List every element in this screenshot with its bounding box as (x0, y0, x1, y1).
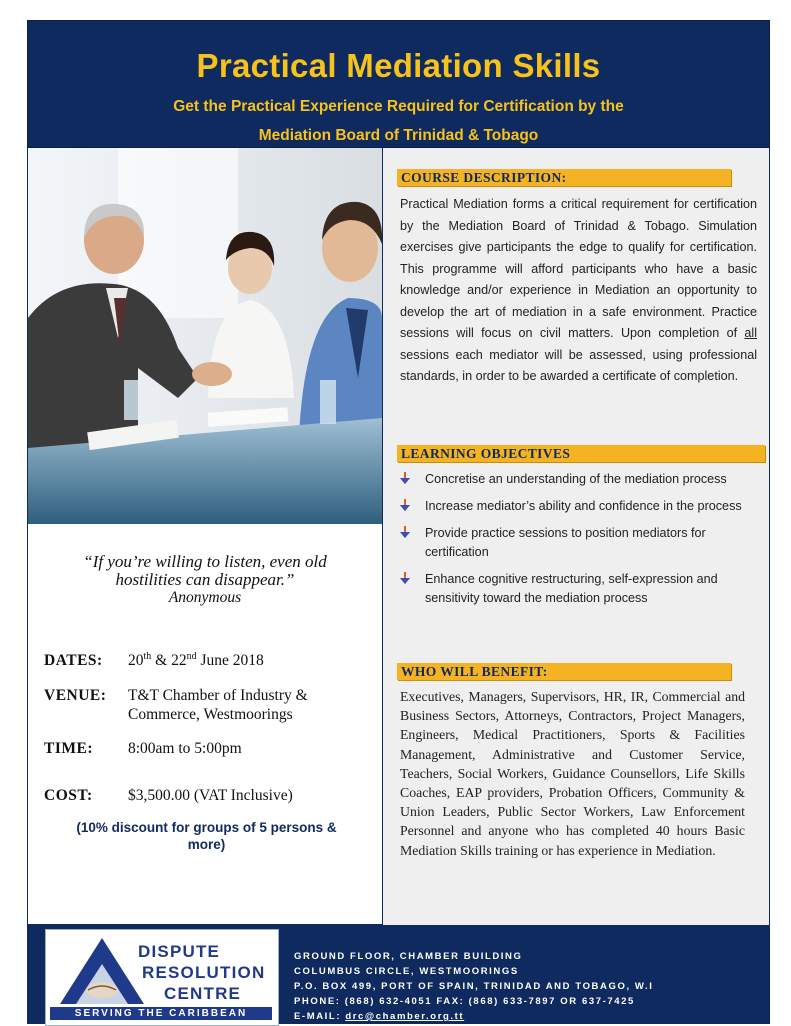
venue-line-1: T&T Chamber of Industry & (128, 687, 308, 704)
quote-author: Anonymous (168, 589, 242, 606)
venue-value (128, 686, 373, 724)
cost-value: $3,500.00 (VAT Inclusive) (128, 787, 293, 804)
discount-note (44, 819, 369, 853)
dates-month: June 2018 (196, 652, 264, 669)
objective-text: Provide practice sessions to position mediators for certification (425, 526, 706, 559)
objectives-list (396, 470, 761, 616)
quote-block (28, 553, 382, 607)
address-line-3: P.O. BOX 499, PORT OF SPAIN, TRINIDAD AND TOBAGO, W.I (294, 981, 654, 992)
subtitle-line-2: Mediation Board of Trinidad & Tobago (258, 127, 539, 144)
who-will-benefit-text: Executives, Managers, Supervisors, HR, IR, Commercial and Business Sectors, Attorneys, Contractors, Project Managers, Engineers, Medical Practitioners, Sports & Facilities Management, Administrative and Customer Service, Teachers, Social Workers, Guidance Counsellors, Life Skills Coaches, EAP providers, Probation Officers, Community & Union Leaders, Public Sector Workers, Law Enforcement Personnel and anyone who has completed 40 hours Basic Mediation Skills training or has experience in Mediation. (400, 689, 745, 858)
arrow-bullet-icon (400, 572, 410, 584)
email-label: E-MAIL: (294, 1011, 346, 1022)
objective-item (396, 524, 761, 562)
page-title: Practical Mediation Skills (196, 47, 601, 84)
email-line (294, 1009, 764, 1024)
who-will-benefit-heading: WHO WILL BENEFIT: (397, 663, 731, 680)
dates-label: DATES: (44, 652, 103, 669)
dates-suffix-2: nd (186, 650, 197, 662)
course-description-text (400, 194, 757, 388)
logo-line-3: CENTRE (164, 984, 242, 1003)
handshake-icon (86, 982, 118, 998)
logo-line-2: RESOLUTION (142, 963, 266, 982)
objective-text: Increase mediator’s ability and confidence in the process (425, 499, 742, 513)
cost-label: COST: (44, 787, 93, 804)
right-column (383, 148, 770, 925)
venue-line-2: Commerce, Westmoorings (128, 706, 293, 723)
objective-text: Enhance cognitive restructuring, self-expression and sensitivity toward the mediation process (425, 572, 718, 605)
quote-line-2: hostilities can disappear.” (115, 570, 295, 589)
objective-item (396, 497, 761, 516)
objective-item (396, 570, 761, 608)
arrow-bullet-icon (400, 472, 410, 484)
footer (27, 925, 770, 1024)
course-description-part-1: Practical Mediation forms a critical requirement for certification by the Mediation Board of Trinidad & Tobago. Simulation exercises give participants the edge to qualify for certification. This programme will afford participants who have a basic knowledge and/or experience in Mediation an opportunity to develop the art of mediation in a safe environment. Practice sessions will focus on civil matters. Upon completion of (400, 197, 757, 340)
logo-tagline: SERVING THE CARIBBEAN (50, 1007, 272, 1020)
time-label: TIME: (44, 740, 93, 757)
course-description-heading: COURSE DESCRIPTION: (397, 169, 731, 186)
course-description-part-2: sessions each mediator will be assessed, using professional standards, in order to be awarded a certificate of completion. (400, 347, 757, 383)
discount-line-1: (10% discount for groups of 5 persons & (76, 820, 337, 835)
meeting-photo (28, 148, 382, 524)
dates-suffix-1: th (143, 650, 152, 662)
address-line-1: GROUND FLOOR, CHAMBER BUILDING (294, 951, 523, 962)
time-value: 8:00am to 5:00pm (128, 740, 242, 757)
header-banner (27, 20, 770, 148)
address-line-4: PHONE: (868) 632-4051 FAX: (868) 633-7897 OR 637-7425 (294, 996, 635, 1007)
dates-day-2: & 22 (151, 652, 187, 669)
drc-logo (45, 929, 279, 1026)
venue-label: VENUE: (44, 687, 107, 704)
objective-text: Concretise an understanding of the mediation process (425, 472, 727, 486)
arrow-bullet-icon (400, 526, 410, 538)
contact-address (294, 949, 764, 1024)
subtitle-line-1: Get the Practical Experience Required for Certification by the (173, 98, 624, 115)
objective-item (396, 470, 761, 489)
logo-line-1: DISPUTE (138, 942, 221, 961)
course-description-underlined: all (744, 326, 757, 340)
learning-objectives-heading: LEARNING OBJECTIVES (397, 445, 765, 462)
discount-line-2: more) (187, 837, 226, 852)
meeting-photo-illustration (28, 148, 382, 524)
left-column (27, 148, 383, 925)
dates-value (128, 651, 373, 670)
email-link[interactable]: drc@chamber.org.tt (345, 1011, 465, 1022)
arrow-bullet-icon (400, 499, 410, 511)
quote-line-1: “If you’re willing to listen, even old (83, 552, 327, 571)
dates-day-1: 20 (128, 652, 144, 669)
address-line-2: COLUMBUS CIRCLE, WESTMOORINGS (294, 966, 519, 977)
